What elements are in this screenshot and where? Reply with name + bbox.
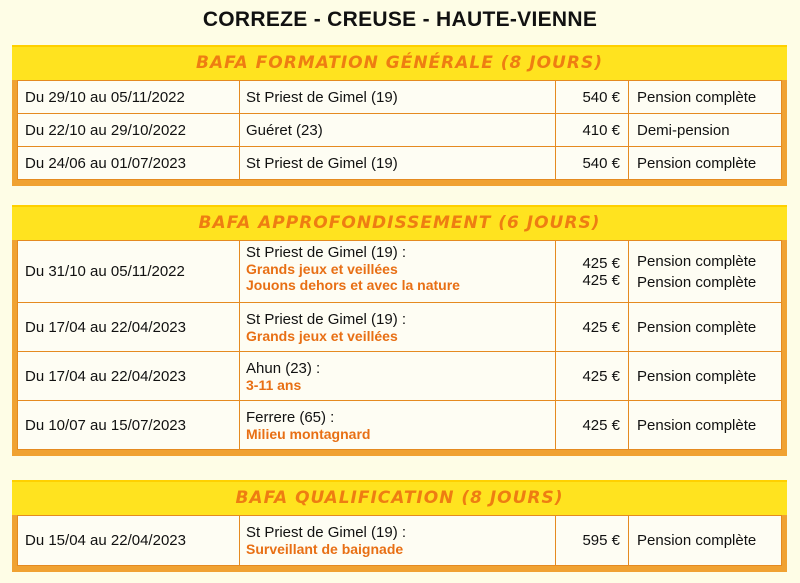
table-row — [18, 81, 782, 114]
session-board: Pension complète — [629, 303, 782, 352]
session-location — [240, 352, 556, 401]
location-text: St Priest de Gimel (19) : — [246, 310, 407, 328]
sessions-table — [17, 240, 782, 450]
table-row — [18, 114, 782, 147]
table-row — [18, 516, 782, 566]
session-location: St Priest de Gimel (19) — [240, 81, 556, 114]
session-board: Pension complète — [629, 352, 782, 401]
sessions-table — [17, 515, 782, 566]
board-text: Pension complète — [637, 273, 757, 291]
theme-text: Grands jeux et veillées — [246, 261, 398, 277]
session-board: Demi-pension — [629, 114, 782, 147]
session-board: Pension complète — [629, 401, 782, 450]
location-text: St Priest de Gimel (19) : — [246, 244, 407, 261]
session-board: Pension complète — [629, 81, 782, 114]
location-text: St Priest de Gimel (19) : — [246, 524, 407, 541]
location-text: Ahun (23) : — [246, 359, 321, 377]
session-location: Guéret (23) — [240, 114, 556, 147]
section-heading: BAFA APPROFONDISSEMENT (6 JOURS) — [12, 205, 787, 240]
table-row — [18, 303, 782, 352]
session-price: 540 € — [556, 147, 629, 180]
session-dates — [18, 241, 240, 303]
session-price: 425 € — [556, 303, 629, 352]
section-heading: BAFA QUALIFICATION (8 JOURS) — [12, 480, 787, 515]
session-board: Pension complète — [629, 516, 782, 566]
page-title: CORREZE - CREUSE - HAUTE-VIENNE — [202, 8, 598, 31]
theme-text: Grands jeux et veillées — [246, 327, 398, 344]
session-dates: Du 15/04 au 22/04/2023 — [18, 516, 240, 566]
session-price: 595 € — [556, 516, 629, 566]
session-location — [240, 401, 556, 450]
session-location — [240, 303, 556, 352]
table-row — [18, 401, 782, 450]
sessions-table — [17, 80, 782, 180]
price-text: 425 € — [582, 271, 620, 289]
table-row — [18, 147, 782, 180]
section-qualification — [12, 480, 787, 572]
theme-text: Surveillant de baignade — [246, 541, 404, 557]
session-location: St Priest de Gimel (19) — [240, 147, 556, 180]
session-price: 410 € — [556, 114, 629, 147]
session-price: 425 € — [556, 401, 629, 450]
session-dates: Du 17/04 au 22/04/2023 — [18, 352, 240, 401]
theme-text: Jouons dehors et avec la nature — [246, 277, 460, 293]
session-dates: Du 24/06 au 01/07/2023 — [18, 147, 240, 180]
board-text: Pension complète — [637, 252, 757, 270]
theme-text: 3-11 ans — [246, 376, 302, 393]
session-board: Pension complète — [629, 147, 782, 180]
session-dates-text: Du 31/10 au 05/11/2022 — [25, 263, 185, 280]
session-dates: Du 10/07 au 15/07/2023 — [18, 401, 240, 450]
session-dates: Du 17/04 au 22/04/2023 — [18, 303, 240, 352]
session-location — [240, 516, 556, 566]
location-text: Ferrere (65) : — [246, 408, 335, 426]
section-heading: BAFA FORMATION GÉNÉRALE (8 JOURS) — [12, 45, 787, 80]
price-text: 425 € — [582, 254, 620, 272]
table-row — [18, 241, 782, 303]
session-board — [629, 241, 782, 303]
session-dates: Du 22/10 au 29/10/2022 — [18, 114, 240, 147]
session-location — [240, 241, 556, 303]
table-row — [18, 352, 782, 401]
section-formation-generale — [12, 45, 787, 186]
session-price — [556, 241, 629, 303]
session-price: 425 € — [556, 352, 629, 401]
session-dates: Du 29/10 au 05/11/2022 — [18, 81, 240, 114]
theme-text: Milieu montagnard — [246, 425, 371, 442]
section-approfondissement — [12, 205, 787, 456]
session-price: 540 € — [556, 81, 629, 114]
